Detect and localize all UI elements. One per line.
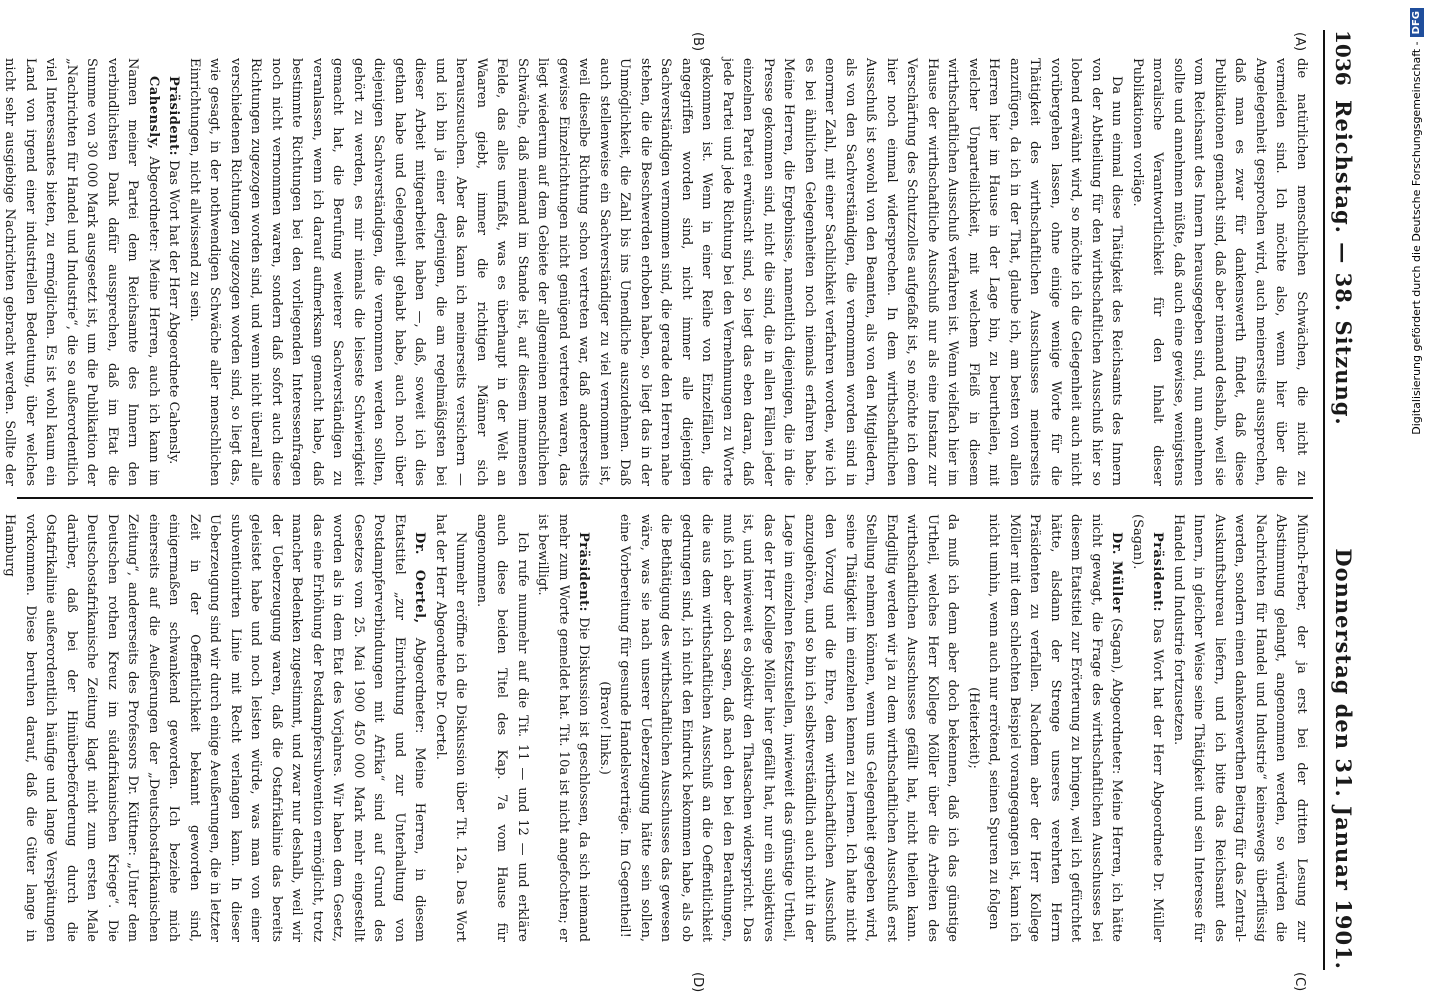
speaker-name: Cahensly, bbox=[146, 76, 161, 150]
margin-mark-d: (D) bbox=[690, 972, 705, 993]
paragraph bbox=[1127, 514, 1168, 942]
speaker-name: Präsident: bbox=[576, 532, 592, 612]
page-number: 1036 bbox=[1331, 30, 1355, 86]
page-header bbox=[1323, 30, 1365, 970]
credit-text-line bbox=[1404, 8, 1430, 992]
paragraph: da muß ich denn aber doch bekennen, daß ich das günstige Urtheil, welches Herr Kollege Möller über die Arbeiten des wirthschaftlichen Ausschusses gefällt hat, nicht theilen kann. Endgiltig werden wir ja zu dem wirthschaftlichen Ausschuß erst Stellung nehmen können, wenn uns Gelegenheit gegeben wird, seine Thätigkeit im einzelnen kennen zu lernen. Ich hatte nicht den Vorzug und die Ehre, dem wirthschaftlichen Ausschuß anzugehören, und so bin ich selbstverständlich auch nicht in der Lage im einzelnen festzustellen, inwieweit das günstige Urtheil, das der Herr Kollege Möller hier gefällt hat, nur ein subjektives ist, und inwieweit es objektiv den Thatsachen widerspricht. Das muß ich aber doch sagen, daß nach den bei den Berathungen, die aus dem wirthschaftlichen Ausschuß an die Oeffentlichkeit gedrungen sind, ich nicht den Eindruck bekommen habe, als ob die Bethätigung des wirthschaftlichen Ausschusses das gewesen wäre, was sie nach unserer Ueberzeugung hätte sein sollen, eine Vorbereitung für gesunde Handelsverträge. Im Gegentheil! bbox=[617, 514, 961, 942]
left-column bbox=[2, 58, 1311, 486]
speech-text: (Sagan), Abgeordneter: Meine Herren, ich hätte nicht gewagt, die Frage des wirthschaftlichen Ausschusses bei diesem Etatstitel zur Erörterung zu bringen, weil ich gefürchtet hätte, alsdann der Strenge unseres verehrten Herrn Präsidenten zu verfallen. Nachdem aber der Herr Kollege Möller mit dem schlechten Beispiel vorangegangen ist, kann ich nicht umhin, wenn auch nur errötend, seinen Spuren zu folgen bbox=[986, 514, 1125, 942]
digitization-credit bbox=[1404, 8, 1430, 992]
paragraph bbox=[0, 58, 163, 486]
paragraph: Ich rufe nunmehr auf die Tit. 11 — und 12 — und erkläre auch diese beiden Titel des Kap. 7a vom Hause für angenommen. bbox=[474, 514, 530, 942]
margin-mark-c: (C) bbox=[1292, 972, 1307, 992]
credit-text: Digitalisierung gefördert durch die Deutsche Forschungsgemeinschaft - bbox=[1410, 41, 1423, 435]
paragraph bbox=[0, 514, 430, 942]
paragraph: Nunmehr eröffne ich die Diskussion über Tit. 12a. Das Wort hat der Herr Abgeordnete Dr. Oertel. bbox=[433, 514, 469, 942]
dfg-logo: DFG bbox=[1410, 8, 1424, 37]
speaker-name: Dr. Oertel, bbox=[412, 532, 428, 624]
speech-text: Abgeordneter: Meine Herren, in diesem Etatstitel „zur Einrichtung und zur Unterhaltung von Postdampferverbindungen mit Afrika“ sind auf Grund des Gesetzes vom 25. Mai 1900 450 000 Mark mehr eingestellt worden als in dem Etat des Vorjahres. Wir haben dem Gesetz, das eine Erhöhung der Postdampfersubvention ermöglicht, trotz mancher Bedenken zugestimmt, und zwar nur deshalb, weil wir der Ueberzeugung waren, daß die Ostafrikalinie das bereits geleistet habe und noch leisten würde, was man von einer subventionirten Linie mit Recht verlangen kann. In dieser Ueberzeugung sind wir durch einige Aeußerungen, die in letzter Zeit in der Oeffentlichkeit bekannt geworden sind, einigermaßen schwankend geworden. Ich beziehe mich einerseits auf die Aeußerungen der „Deutschostafrikanischen Zeitung“, andererseits des Professors Dr. Küttner: „Unter dem Deutschen rothen Kreuz im südafrikanischen Kriege“. Die Deutschostafrikanische Zeitung klagt nicht zum ersten Male darüber, daß bei der Hinüberbeförderung durch die Ostafrikalinie außerordentlich häufige und lange Verspätungen vorkommen. Diese beruhen darauf, daß die Güter lange in Hamburg bbox=[2, 514, 428, 942]
paragraph: Da nun einmal diese Thätigkeit des Reichsamts des Innern von der Abtheilung für den wirthschaftlichen Ausschuß hier so lobend erwähnt wird, so möchte ich die Gelegenheit auch nicht vorübergehen lassen, ohne einige wenige Worte für die Thätigkeit des wirthschaftlichen Ausschusses meinerseits anzufügen, da ich in der That, glaube ich, am besten von allen Herren hier im Hause in der Lage bin, zu beurtheilen, mit welcher Unparteilichkeit, mit welchem Fleiß in diesem wirthschaftlichen Ausschuß verfahren ist. Wenn vielfach hier im Hause der wirthschaftliche Ausschuß nur als eine Instanz zur Verschärfung des Schutzzolles aufgefaßt ist, so möchte ich dem hier noch einmal widersprechen. In dem wirthschaftlichen Ausschuß ist sowohl von den Beamten, als von den Mitgliedern, als von den Sachverständigen, die vernommen worden sind in enormer Zahl, mit einer Sachlichkeit verfahren worden, wie ich es bei ähnlichen Gelegenheiten noch niemals erfahren habe. Meine Herren, die Ergebnisse, namentlich diejenigen, die in die Presse gekommen sind, nicht die sind, die in allen Fällen jeder einzelnen Partei erwünscht sind, so liegt das eben daran, daß jede Partei und jede Richtung bei den Vernehmungen zu Worte gekommen ist. Wenn in einer Reihe von Einzelfällen, die angegriffen worden sind, nicht immer alle diejenigen Sachverständigen vernommen sind, die gerade den Herren nahe stehen, die die Beschwerden erhoben haben, so liegt das in der Unmöglichkeit, die Zahl bis ins Unendliche auszudehnen. Daß auch stellenweise ein Sachverständiger zu viel vernommen ist, weil dieselbe Richtung schon vertreten war, daß andererseits gewisse Einzelrichtungen nicht genügend vertreten waren, das liegt wiederum auf dem Gebiete der allgemeinen menschlichen Schwäche, daß niemand im Stande ist, auf diesem immensen Felde, das alles umfaßt, was es überhaupt in der Welt an Waaren giebt, immer die richtigen Männer sich herauszusuchen. Aber das kann ich meinerseits versichern — und ich bin ja einer derjenigen, die am regelmäßigsten bei dieser Arbeit mitgearbeitet haben —, daß, soweit ich dies gethan habe und Gelegenheit gehabt habe, auch noch über diejenigen Sachverständigen, die vernommen werden sollten, gehört zu werden, es mir niemals die leiseste Schwierigkeit gemacht hat, die Berufung weiterer Sachverständigen zu veranlassen, wenn ich darauf aufmerksam gemacht habe, daß bestimmte Richtungen bei den vorliegenden Interessenfragen noch nicht vernommen waren, sondern daß sofort auch diese Richtungen zugezogen worden sind, und wenn nicht überall alle verschiedenen Richtungen zugezogen worden sind, so liegt das, wie gesagt, in der nothwendigen Schwäche aller menschlichen Einrichtungen, nicht allwissend zu sein. bbox=[187, 58, 1125, 486]
speaker-name: Dr. Müller bbox=[1109, 532, 1125, 613]
speech-text: Die Diskussion ist geschlossen, da sich niemand mehr zum Worte gemeldet hat. Tit. 10a ist nicht angefochten; er ist bewilligt. bbox=[535, 514, 592, 942]
speech-text: Das Wort hat der Herr Abgeordnete Cahensly. bbox=[166, 160, 182, 465]
column-divider bbox=[17, 497, 1313, 499]
speaker-name: Präsident: bbox=[1150, 532, 1166, 612]
margin-mark-b: (B) bbox=[690, 32, 705, 52]
margin-mark-a: (A) bbox=[1292, 32, 1307, 52]
paragraph bbox=[163, 58, 184, 486]
stage-direction: (Bravo! links.) bbox=[597, 681, 612, 775]
header-right-title: Donnerstag den 31. Januar 1901. bbox=[1331, 548, 1356, 970]
right-column bbox=[2, 514, 1311, 942]
paragraph: Münch-Ferber, der ja erst bei der dritten Lesung zur Abstimmung gelangt, angenommen werden, so würden die Nachrichten für Handel und Industrie“ keineswegs überflüssig werden, sondern einen dankenswerthen Beitrag für das Zentral-Auskunftsbureau liefern, und ich bitte das Reichsamt des Innern, in gleicher Weise seine Thätigkeit und sein Interesse für Handel und Industrie fortzusetzen. bbox=[1171, 514, 1309, 942]
speech-text: Abgeordneter: Meine Herren, auch ich kann im Namen meiner Partei dem Reichsamte des Innern den verbindlichsten Dank dafür aussprechen, daß im Etat die Summe von 30 000 Mark ausgesetzt ist, um die Publikation der „Nachrichten für Handel und Industrie“, die so außerordentlich viel Interessantes bieten, zu ermöglichen. Es ist wohl kaum ein Land von irgend einer industriellen Bedeutung, über welches nicht sehr ausgiebige Nachrichten gebracht werden. Sollte der bbox=[2, 58, 161, 486]
stage-direction: (Heiterkeit); bbox=[966, 687, 981, 769]
paragraph bbox=[532, 514, 594, 942]
header-left-title: Reichstag. — 38. Sitzung. bbox=[1331, 100, 1356, 426]
paragraph: die natürlichen menschlichen Schwächen, die nicht zu vermeiden sind. Ich möchte also, wenn hier über die Angelegenheit gesprochen wird, auch meinerseits aussprechen, daß man es zwar für dankenswerth findet, daß diese Publikationen gemacht sind, daß aber niemand deshalb, weil sie vom Reichsamt des Innern herausgegeben sind, nun annehmen sollte und annehmen müßte, daß auch eine gewisse, wenigstens moralische Verantwortlichkeit für den Inhalt dieser Publikationen vorläge. bbox=[1130, 58, 1309, 486]
speaker-name: Präsident: bbox=[166, 76, 182, 156]
speech-text: Das Wort hat der Herr Abgeordnete Dr. Müller (Sagan). bbox=[1130, 514, 1166, 942]
paragraph bbox=[983, 514, 1127, 942]
